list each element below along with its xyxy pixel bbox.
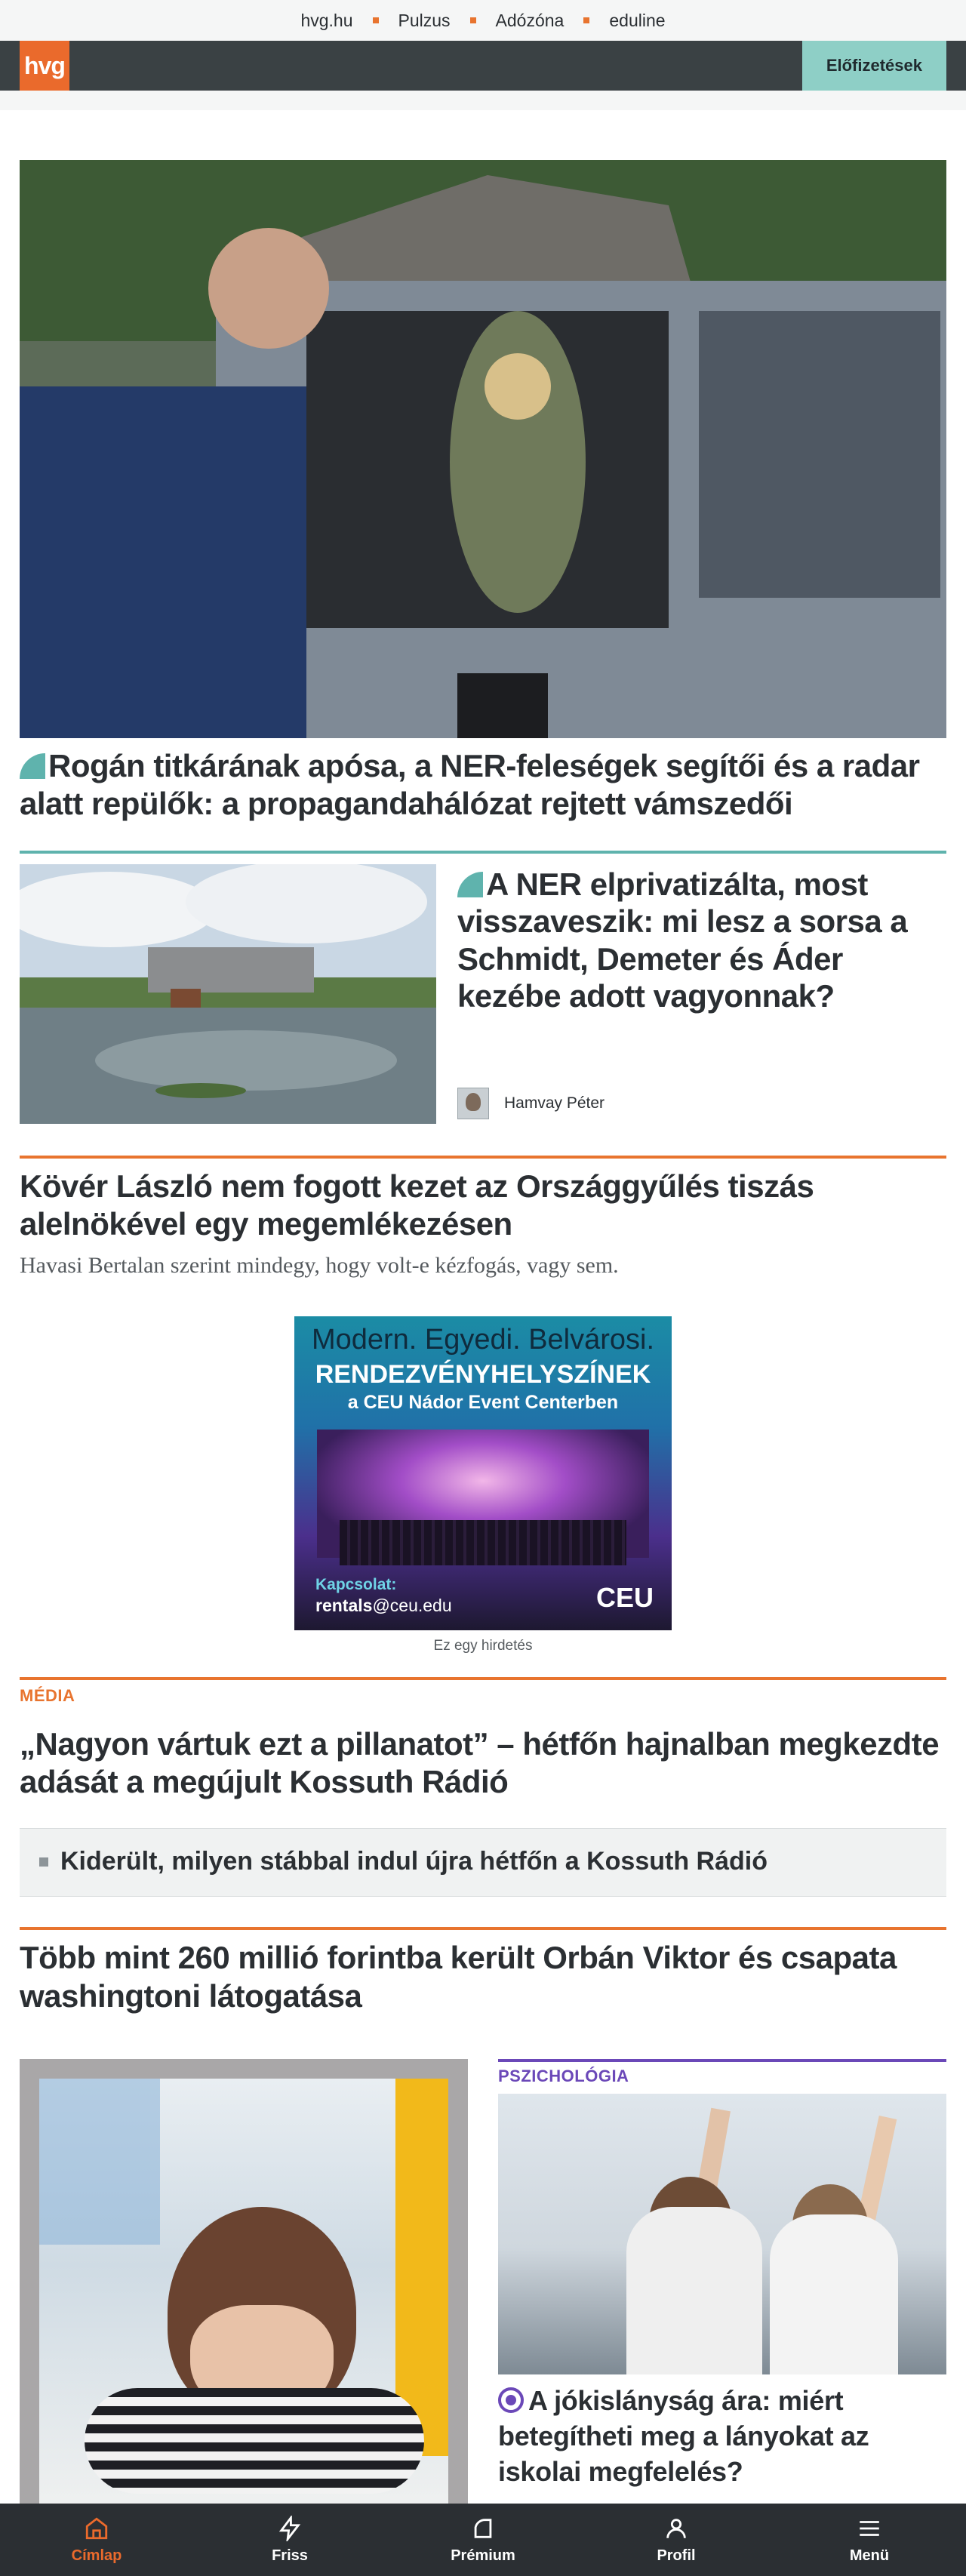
lead-story-title-text[interactable]: Rogán titkárának apósa, a NER-feleségek segítői és a radar alatt repülők: a propagandahálózat rejtett vámszedői (20, 748, 920, 822)
section-label-psychology[interactable]: PSZICHOLÓGIA (498, 2067, 629, 2086)
nav-label: Címlap (71, 2547, 122, 2564)
related-article[interactable] (20, 1828, 946, 1897)
ad-email-user: rentals (315, 1595, 373, 1615)
author-avatar (457, 1088, 489, 1119)
section-divider (20, 851, 946, 854)
section-divider (20, 1927, 946, 1930)
ad-tagline: Modern. Egyedi. Belvárosi. (311, 1323, 655, 1356)
nav-label: Prémium (451, 2547, 515, 2564)
ad-subheadline: a CEU Nádor Event Centerben (347, 1391, 619, 1413)
photo-frame (39, 2079, 448, 2545)
hamburger-menu-icon (857, 2516, 882, 2541)
network-link-adozona[interactable]: Adózóna (495, 10, 565, 30)
story-image[interactable] (20, 864, 436, 1124)
story-photo (20, 864, 436, 1124)
photo-student (626, 2207, 762, 2374)
author-line[interactable] (457, 1088, 946, 1119)
story-headline[interactable] (498, 2384, 946, 2489)
ad-headline: RENDEZVÉNYHELYSZÍNEK (315, 1359, 651, 1389)
ad-seats-image (340, 1520, 626, 1565)
nav-item-premium[interactable] (386, 2504, 580, 2576)
network-bar (0, 0, 966, 41)
home-icon (84, 2516, 109, 2541)
nav-item-profil[interactable] (580, 2504, 773, 2576)
bottom-navigation (0, 2504, 966, 2576)
separator-dot (583, 17, 589, 23)
premium-icon (20, 753, 45, 779)
subscribe-button[interactable]: Előfizetések (802, 41, 946, 91)
ad-contact-email (315, 1596, 452, 1616)
nav-label: Friss (272, 2547, 308, 2564)
ad-email-domain: @ceu.edu (372, 1595, 452, 1615)
hvg-logo[interactable]: hvg (20, 41, 69, 91)
separator-dot (373, 17, 379, 23)
lead-story-headline[interactable] (20, 747, 946, 823)
section-label-media[interactable]: MÉDIA (20, 1685, 75, 1705)
story-title-text[interactable]: A jókislányság ára: miért betegítheti meg a lányokat az iskolai megfelelés? (498, 2385, 869, 2487)
story-headline[interactable] (457, 866, 946, 1015)
nav-label: Menü (849, 2547, 890, 2564)
story-card (498, 2059, 946, 2545)
story-headline[interactable]: Több mint 260 millió forintba került Orbán Viktor és csapata washingtoni látogatása (20, 1940, 897, 2014)
story-headline[interactable]: „Nagyon vártuk ezt a pillanatot” – hétfőn hajnalban megkezdte adását a megújult Kossuth Rádió (20, 1725, 940, 1799)
bullet-square-icon (39, 1857, 48, 1867)
nav-item-menu[interactable] (773, 2504, 966, 2576)
photo-striped-sleeves (85, 2388, 424, 2494)
network-link-hvg[interactable]: hvg.hu (300, 10, 353, 30)
psychology-icon (498, 2387, 524, 2413)
separator-dot (470, 17, 476, 23)
story-lead: Havasi Bertalan szerint mindegy, hogy volt-e kézfogás, vagy sem. (20, 1252, 619, 1278)
ceu-logo: CEU (595, 1581, 654, 1613)
story-image-classroom[interactable] (498, 2094, 946, 2374)
lead-photo (20, 160, 946, 738)
network-link-pulzus[interactable]: Pulzus (398, 10, 451, 30)
story-card (20, 1156, 946, 1279)
section-divider (20, 1156, 946, 1159)
story-card (20, 864, 946, 1124)
lightning-icon (277, 2516, 303, 2541)
nav-item-friss[interactable] (193, 2504, 386, 2576)
premium-icon (470, 2516, 496, 2541)
story-text (457, 864, 946, 1124)
author-name[interactable]: Hamvay Péter (504, 1094, 605, 1112)
user-icon (663, 2516, 689, 2541)
nav-label: Profil (657, 2547, 696, 2564)
main-content (0, 160, 966, 2545)
site-header (0, 41, 966, 91)
section-divider (498, 2059, 946, 2062)
two-column-row (20, 2059, 946, 2545)
story-card (20, 1677, 946, 1897)
nav-item-cimlap[interactable] (0, 2504, 193, 2576)
network-link-eduline[interactable]: eduline (609, 10, 666, 30)
photo-wall-map (39, 2079, 160, 2245)
ad-disclaimer: Ez egy hirdetés (433, 1637, 533, 1654)
lead-story-image[interactable] (20, 160, 946, 738)
advertisement[interactable] (294, 1316, 672, 1630)
section-divider (20, 1677, 946, 1680)
story-headline[interactable]: Kövér László nem fogott kezet az Országgyűlés tiszás alelnökével egy megemlékezésen (20, 1168, 814, 1242)
premium-icon (457, 872, 483, 897)
story-image-girl[interactable] (20, 2059, 468, 2545)
ad-contact-label: Kapcsolat: (315, 1575, 397, 1593)
header-spacer (0, 91, 966, 110)
photo-student (770, 2214, 898, 2374)
related-article-title[interactable]: Kiderült, milyen stábbal indul újra hétfőn a Kossuth Rádió (60, 1847, 768, 1876)
story-title-text[interactable]: A NER elprivatizálta, most visszaveszik: mi lesz a sorsa a Schmidt, Demeter és Áder kezébe adott vagyonnak? (457, 866, 908, 1014)
story-card (20, 1927, 946, 2015)
